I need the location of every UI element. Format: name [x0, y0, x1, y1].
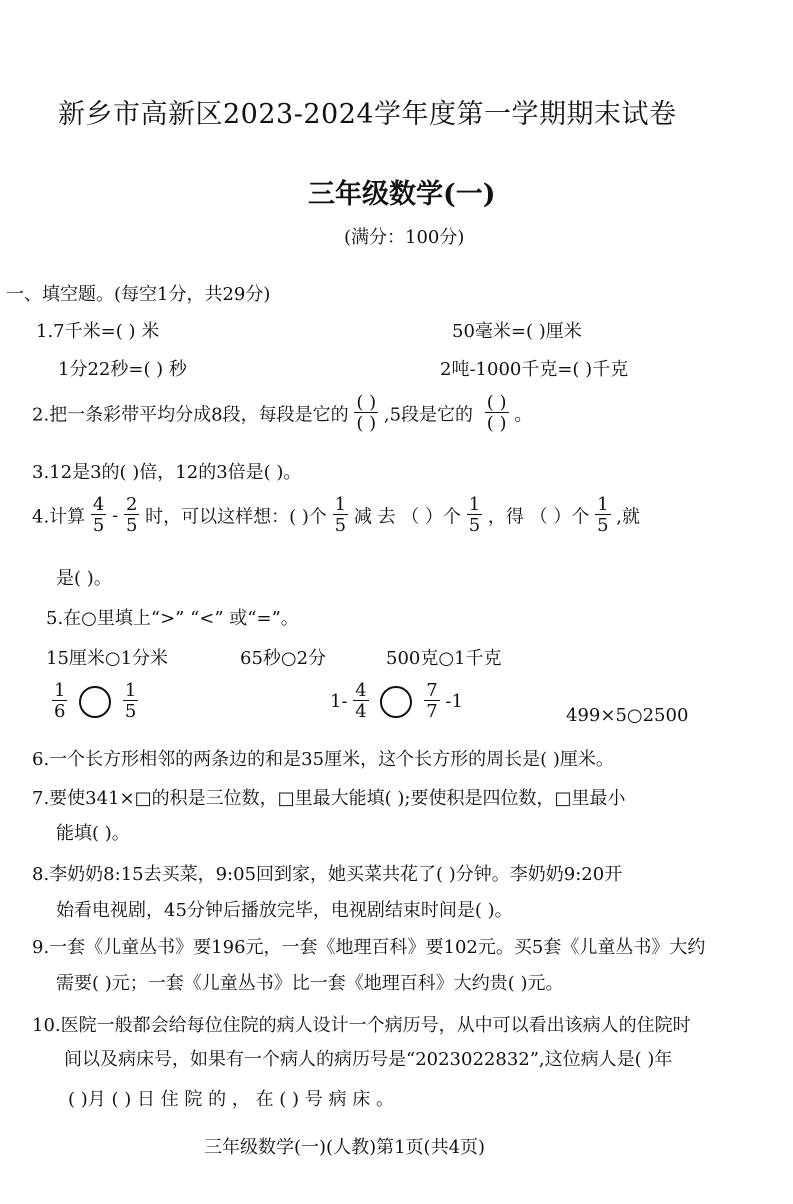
- q4-line-2: 是( )。: [56, 568, 112, 589]
- q5-d-compare-circle: [79, 686, 111, 718]
- q5-e-pre: 1-: [330, 691, 348, 712]
- q1-part-b: 50毫米=( )厘米: [452, 321, 582, 342]
- question-6: 6.一个长方形相邻的两条边的和是35厘米，这个长方形的周长是( )厘米。: [32, 749, 614, 770]
- q5-e-denominator-1: 4: [355, 701, 367, 722]
- q1-part-d: 2吨-1000千克=( )千克: [440, 359, 629, 380]
- q5-d-denominator-1: 6: [54, 701, 66, 722]
- q5-e-numerator-2: 7: [426, 680, 438, 701]
- q4-text-end: ,就: [616, 506, 641, 528]
- q2-fraction-blank-1: [354, 394, 378, 433]
- q2-text-post: 。: [514, 404, 533, 426]
- q4-text-pre: 4.计算: [32, 506, 86, 528]
- q5-compare-c: 500克○1千克: [386, 648, 502, 669]
- q2-text-mid: ,5段是它的: [383, 404, 474, 426]
- question-4: [32, 496, 640, 535]
- q2-blank-denominator-1: ( ): [356, 413, 377, 434]
- q5-d-denominator-2: 5: [124, 701, 137, 722]
- exam-subtitle: 三年级数学(一): [308, 179, 496, 210]
- q2-blank-numerator-1: ( ): [356, 392, 377, 413]
- q4-fb-denominator: 5: [468, 515, 481, 536]
- q9-line-2: 需要( )元；一套《儿童丛书》比一套《地理百科》大约贵( )元。: [56, 973, 564, 994]
- q10-line-3: ( )月 ( ) 日 住 院 的 ， 在 ( ) 号 病 床 。: [68, 1089, 394, 1110]
- q5-e-post: -1: [445, 691, 463, 712]
- section-heading: 一、填空题。(每空1分，共29分): [6, 284, 271, 305]
- page-footer: 三年级数学(一)(人教)第1页(共4页): [204, 1137, 486, 1158]
- q5-e-fraction-1: [353, 682, 368, 721]
- q5-d-fraction-2: [123, 682, 138, 721]
- q5-compare-b: 65秒○2分: [240, 648, 327, 669]
- q5-intro: 5.在○里填上“>” “<” 或“=”。: [46, 608, 299, 629]
- q2-text-pre: 2.把一条彩带平均分成8段，每段是它的: [32, 404, 349, 426]
- exam-title: 新乡市高新区2023-2024学年度第一学期期末试卷: [58, 99, 677, 130]
- q4-f1-numerator: 4: [92, 494, 105, 515]
- q4-text-mid1: 时，可以这样想：( )个: [145, 506, 327, 528]
- q4-fb-numerator: 1: [468, 494, 481, 515]
- q4-minus-sign: -: [112, 505, 119, 526]
- q8-line-1: 8.李奶奶8:15去买菜，9:05回到家，她买菜共花了( )分钟。李奶奶9:20开: [32, 864, 623, 885]
- q4-fraction-one-fifth-b: [467, 496, 482, 535]
- q5-d-numerator-2: 1: [124, 680, 137, 701]
- q2-blank-numerator-2: ( ): [486, 392, 507, 413]
- q1-part-a: 1.7千米=( ) 米: [36, 321, 160, 342]
- q2-fraction-blank-2: [485, 394, 509, 433]
- q4-f2-numerator: 2: [125, 494, 138, 515]
- q7-line-2: 能填( )。: [56, 823, 130, 844]
- q4-text-mid2: 减 去 （ ）个: [353, 506, 461, 528]
- q4-text-mid3: ，得 （ ）个: [487, 506, 590, 528]
- q5-compare-a: 15厘米○1分米: [46, 648, 169, 669]
- q5-d-fraction-1: [52, 682, 67, 721]
- q8-line-2: 始看电视剧，45分钟后播放完毕，电视剧结束时间是( )。: [56, 900, 513, 921]
- q4-fa-numerator: 1: [334, 494, 347, 515]
- q4-f2-denominator: 5: [125, 515, 138, 536]
- q4-fraction-one-fifth-a: [333, 496, 348, 535]
- question-3: 3.12是3的( )倍，12的3倍是( )。: [32, 462, 302, 483]
- full-score: (满分：100分): [344, 227, 465, 248]
- q10-line-1: 10.医院一般都会给每位住院的病人设计一个病历号，从中可以看出该病人的住院时: [32, 1015, 691, 1036]
- q4-fraction-two-fifths: [124, 496, 139, 535]
- q7-line-1: 7.要使341×□的积是三位数，□里最大能填( );要使积是四位数，□里最小: [32, 788, 626, 809]
- q2-blank-denominator-2: ( ): [486, 413, 507, 434]
- q5-compare-e: [330, 682, 463, 721]
- q5-compare-f: 499×5○2500: [566, 705, 689, 726]
- q5-e-denominator-2: 7: [426, 701, 438, 722]
- q5-e-compare-circle: [380, 686, 412, 718]
- q4-fa-denominator: 5: [334, 515, 347, 536]
- q5-d-numerator-1: 1: [54, 680, 66, 701]
- q4-fraction-one-fifth-c: [595, 496, 610, 535]
- q5-compare-d: [52, 682, 138, 721]
- q5-e-numerator-1: 4: [355, 680, 367, 701]
- q10-line-2: 间以及病床号，如果有一个病人的病历号是“2023022832”,这位病人是( )年: [64, 1049, 673, 1070]
- q4-fc-denominator: 5: [597, 515, 609, 536]
- q1-part-c: 1分22秒=( ) 秒: [58, 359, 187, 380]
- question-2: [32, 394, 532, 433]
- q5-e-fraction-2: [424, 682, 439, 721]
- q4-f1-denominator: 5: [92, 515, 105, 536]
- q4-fraction-four-fifths: [91, 496, 106, 535]
- q9-line-1: 9.一套《儿童丛书》要196元，一套《地理百科》要102元。买5套《儿童丛书》大约: [32, 937, 706, 958]
- q4-fc-numerator: 1: [597, 494, 609, 515]
